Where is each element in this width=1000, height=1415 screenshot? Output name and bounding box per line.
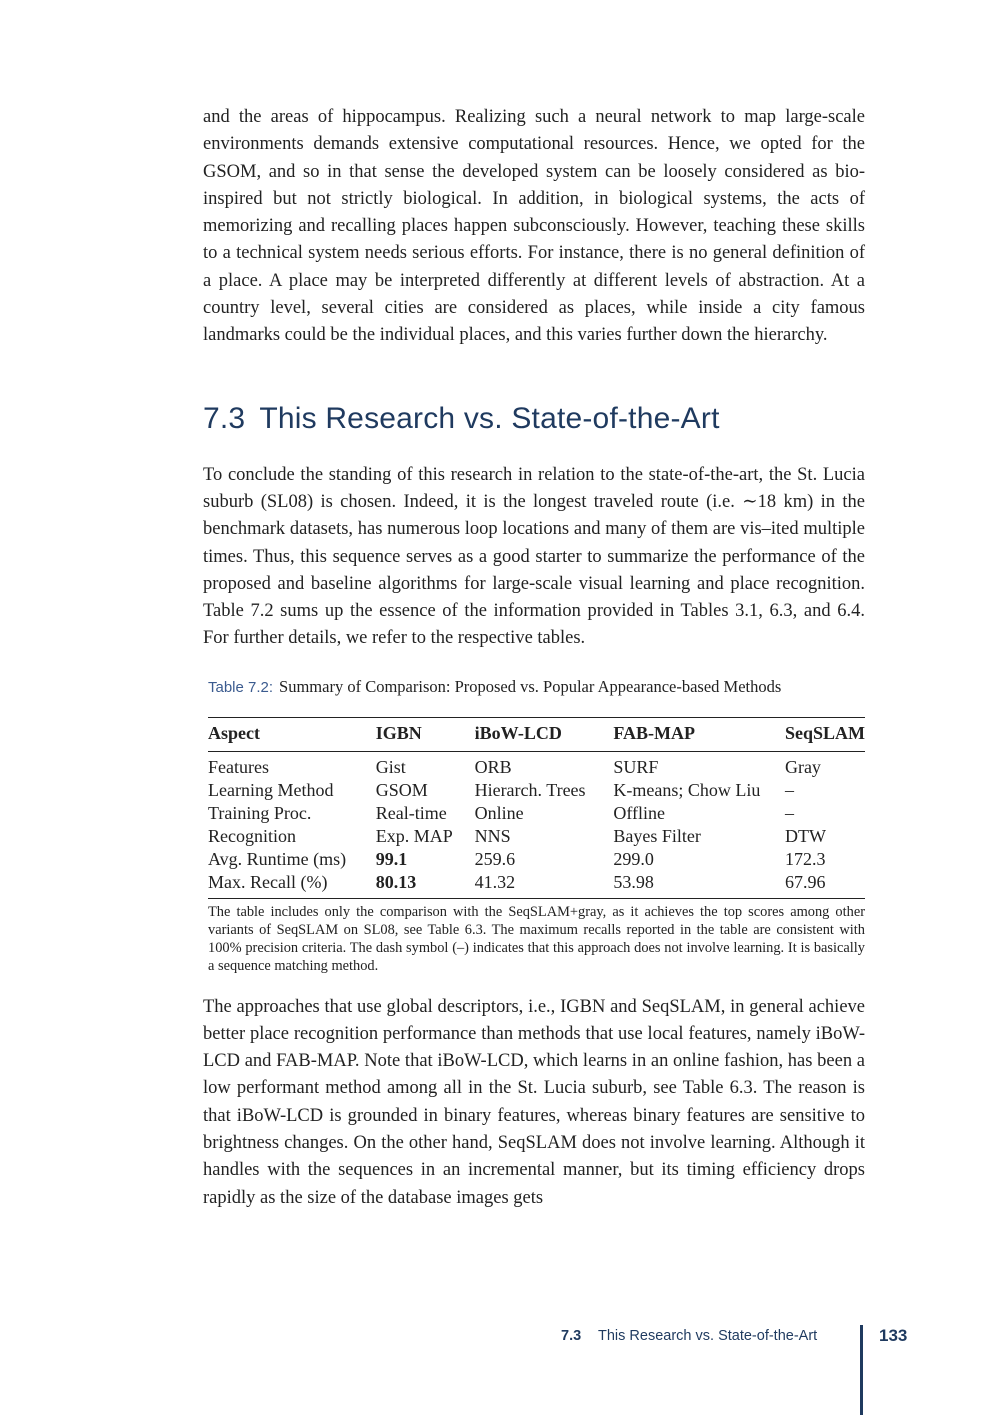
table-note: The table includes only the comparison with the SeqSLAM+gray, as it achieves the top scores among other variants of SeqSLAM on SL08, see Table 6.3. The maximum recalls reported in the table are consistent with 100% precision criteria. The dash symbol (–) indicates that this approach does not involve learning. It is basically a sequence matching method. — [208, 903, 865, 975]
table-cell: – — [784, 802, 794, 823]
table-cell: Gist — [375, 756, 406, 777]
table-row — [208, 802, 865, 825]
table-cell: Features — [208, 756, 269, 777]
table-header-row — [208, 717, 865, 751]
table-row — [208, 848, 865, 871]
table-caption-text: Summary of Comparison: Proposed vs. Popular Appearance-based Methods — [279, 676, 782, 696]
table-cell: GSOM — [375, 779, 428, 800]
table-row — [208, 751, 865, 779]
table-cell: ORB — [474, 756, 512, 777]
table-caption-label: Table 7.2: — [208, 678, 274, 696]
table-cell: Gray — [784, 756, 821, 777]
table-cell: Hierarch. Trees — [474, 779, 586, 800]
table-cell: SURF — [613, 756, 659, 777]
page-number: 133 — [879, 1326, 908, 1345]
table-cell-best: 80.13 — [376, 871, 475, 899]
footer-section-title: This Research vs. State-of-the-Art — [598, 1328, 818, 1344]
section-heading — [203, 402, 865, 436]
table-caption — [208, 677, 865, 697]
table-row — [208, 871, 865, 899]
closing-paragraph: The approaches that use global descriptors, i.e., IGBN and SeqSLAM, in general achieve better place recognition performance than methods that use local features, namely iBoW-LCD and FAB-MAP. Note that iBoW-LCD, which learns in an online fashion, has been a low performant method among all in the St. Lucia suburb, see Table 6.3. The reason is that iBoW-LCD is grounded in binary features, whereas binary features are sensitive to brightness changes. On the other hand, SeqSLAM does not involve learning. Although it handles with the sequences in an incremental manner, but its timing efficiency drops rapidly as the size of the database images gets — [203, 996, 865, 1208]
table-cell: Online — [474, 802, 524, 823]
table-cell: DTW — [784, 825, 826, 846]
table-cell: Exp. MAP — [375, 825, 453, 846]
table-cell: NNS — [474, 825, 511, 846]
header-cell: iBoW-LCD — [475, 717, 614, 751]
table-cell: Avg. Runtime (ms) — [208, 848, 347, 869]
table-cell: K-means; Chow Liu — [613, 779, 761, 800]
comparison-table — [208, 717, 865, 899]
table-cell: Bayes Filter — [613, 825, 701, 846]
table-row — [208, 825, 865, 848]
section-paragraph: To conclude the standing of this research in relation to the state-of-the-art, the St. Lucia suburb (SL08) is chosen. Indeed, it is the longest traveled route (i.e. ∼18 km) in the benchmark datasets, has numerous loop locations and many of them are vis–ited multiple times. Thus, this sequence serves as a good starter to summarize the performance of the proposed and baseline algorithms for large-scale visual learning and place recognition. Table 7.2 sums up the essence of the information provided in Tables 3.1, 6.3, and 6.4. For further details, we refer to the respective tables. — [203, 464, 865, 649]
section-title: This Research vs. State-of-the-Art — [259, 401, 720, 435]
table-cell: 41.32 — [475, 871, 614, 899]
table-cell: Max. Recall (%) — [208, 871, 376, 899]
table-cell: Recognition — [208, 825, 296, 846]
footer-divider — [860, 1325, 863, 1415]
table-cell: Learning Method — [208, 779, 334, 800]
table-cell: Offline — [613, 802, 665, 823]
header-cell: Aspect — [208, 717, 376, 751]
table-cell: 172.3 — [784, 848, 826, 869]
intro-paragraph: and the areas of hippocampus. Realizing such a neural network to map large-scale environments demands extensive computational resources. Hence, we opted for the GSOM, and so in that sense the developed system can be loosely considered as bio-inspired but not strictly biological. In addition, in biological systems, the acts of memorizing and recalling places happen subconsciously. However, teaching these skills to a technical system needs serious efforts. For instance, there is no general definition of a place. A place may be interpreted differently at different levels of abstraction. At a country level, several cities are considered as places, while inside a city famous landmarks could be the individual places, and this varies further down the hierarchy. — [203, 107, 865, 346]
table-cell: Training Proc. — [208, 802, 312, 823]
table-cell-best: 99.1 — [375, 848, 408, 869]
table-cell: 67.96 — [785, 871, 865, 899]
page-footer — [0, 1325, 1000, 1415]
table-cell: 53.98 — [613, 871, 785, 899]
table-cell: Real-time — [375, 802, 447, 823]
table-row — [208, 779, 865, 802]
table-cell: 299.0 — [613, 848, 654, 869]
section-number: 7.3 — [203, 401, 246, 435]
header-cell: IGBN — [376, 717, 475, 751]
header-cell: SeqSLAM — [785, 717, 865, 751]
footer-section-number: 7.3 — [561, 1328, 582, 1344]
table-cell: – — [784, 779, 794, 800]
page-body — [203, 104, 865, 1212]
table-cell: 259.6 — [474, 848, 516, 869]
header-cell: FAB-MAP — [613, 717, 785, 751]
